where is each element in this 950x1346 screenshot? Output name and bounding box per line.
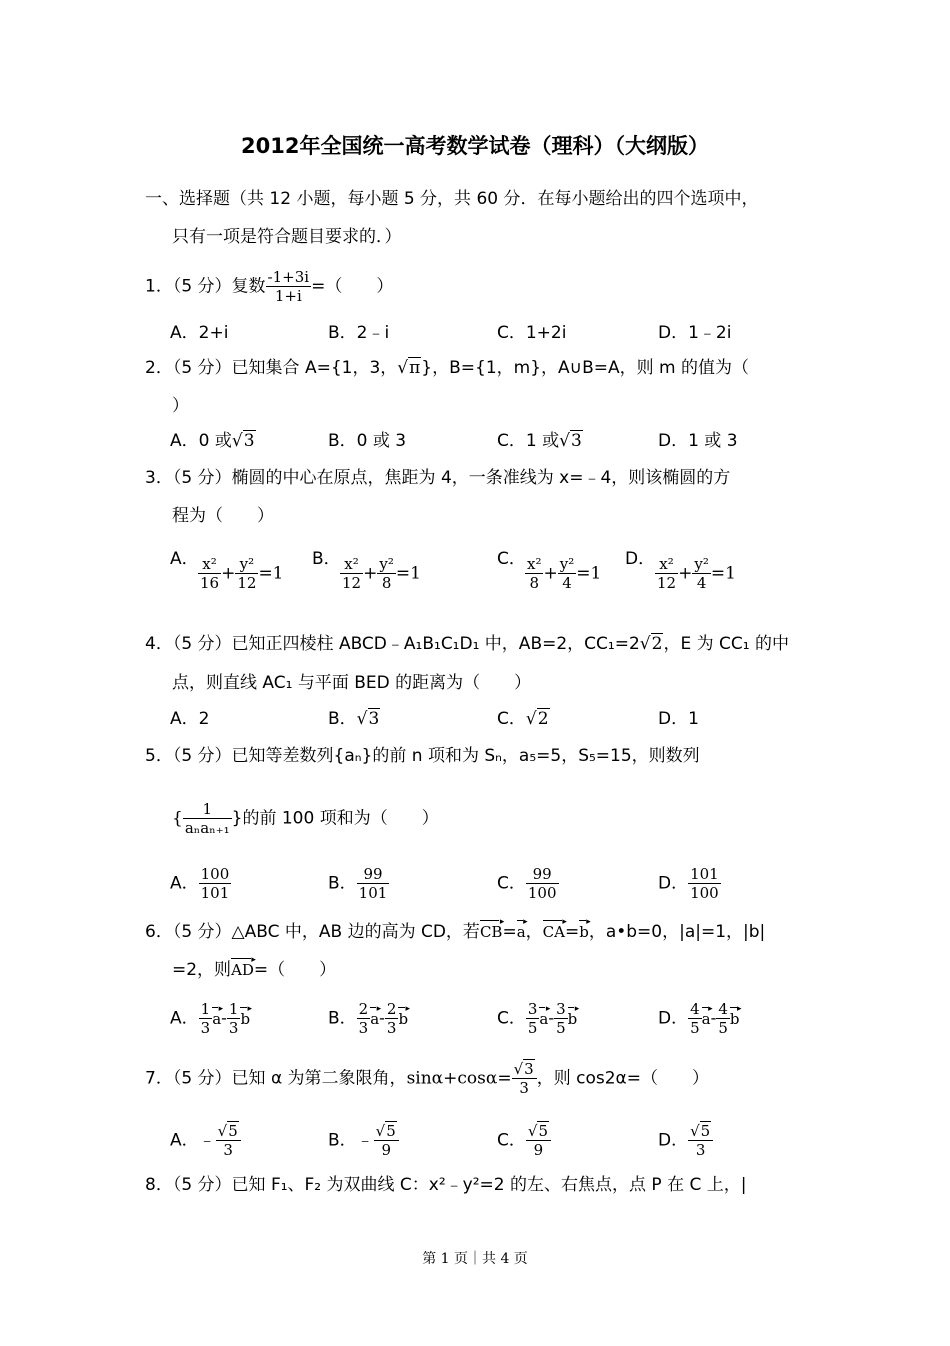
q3-option-a-label: A． [170, 549, 199, 569]
q2-sqrt-pi: √π [397, 358, 421, 378]
question-5-line2: { $\frac{1}{\text{aₙaₙ₊₁}}$ }的前 100 项和为（ ） [172, 800, 439, 837]
page-footer: 第 1 页｜共 4 页 [422, 1251, 528, 1267]
q2-option-d: D．1 或 3 [658, 431, 738, 451]
q1-option-b: B．2﹣i [328, 323, 390, 343]
q2-option-c: C．1 或√3 [497, 431, 582, 451]
q1-fraction [266, 268, 312, 305]
section-header-line2: 只有一项是符合题目要求的．） [172, 227, 402, 247]
q4-option-b: B．√3 [328, 709, 380, 729]
q3-option-d-label: D． [625, 549, 656, 569]
q3-option-a-formula: $\frac{\text{x²}}{16}$ + $\frac{\text{y²}}{12}$ =1 [200, 555, 284, 592]
q5-option-b: B． $\frac{99}{101}$ [328, 865, 388, 902]
question-8-line1: 8．（5 分）已知 F₁、F₂ 为双曲线 C：x²﹣y²=2 的左、右焦点，点 P 在 C 上，| [145, 1175, 747, 1195]
q2-prefix: 2．（5 分）已知集合 A={1，3， [145, 358, 398, 378]
question-1 [145, 268, 393, 305]
q3-option-d-formula: $\frac{\text{x²}}{12}$ + $\frac{\text{y²}}{4}$ =1 [657, 555, 736, 592]
q1-prefix: 1．（5 分）复数 [145, 276, 266, 297]
q3-option-c-formula: $\frac{\text{x²}}{8}$ + $\frac{\text{y²}}{4}$ =1 [527, 555, 602, 592]
q3-option-c-label: C． [497, 549, 526, 569]
q1-option-d: D．1﹣2i [658, 323, 732, 343]
q4-option-c: C．√2 [497, 709, 549, 729]
question-7: 7．（5 分）已知 α 为第二象限角，sinα+cosα= $\frac{√3}{3}$ ，则 cos2α=（ ） [145, 1060, 709, 1097]
section-header-line1: 一、选择题（共 12 小题，每小题 5 分，共 60 分．在每小题给出的四个选项中， [145, 189, 759, 209]
q6-option-a: A． $\frac{1}{3}$ a ▸- $\frac{1}{3}$ b ▸ [170, 1000, 250, 1037]
q1-option-c: C．1+2i [497, 323, 567, 343]
q4-option-a: A．2 [170, 709, 210, 729]
question-4-line1: 4．（5 分）已知正四棱柱 ABCD﹣A₁B₁C₁D₁ 中，AB=2，CC₁=2√2，E 为 CC₁ 的中 [145, 634, 789, 654]
q2-option-a: A．0 或√3 [170, 431, 255, 451]
q3-option-b-formula: $\frac{\text{x²}}{12}$ + $\frac{\text{y²}}{8}$ =1 [342, 555, 421, 592]
q6-option-b: B． $\frac{2}{3}$ a ▸- $\frac{2}{3}$ b ▸ [328, 1000, 408, 1037]
question-2 [145, 357, 749, 379]
q6-option-d: D． $\frac{4}{5}$ a ▸- $\frac{4}{5}$ b ▸ [658, 1000, 740, 1037]
q5-option-d: D． $\frac{101}{100}$ [658, 865, 719, 902]
question-3-line2: 程为（ ） [172, 506, 274, 526]
q7-option-a: A．﹣ $\frac{√5}{3}$ [170, 1122, 241, 1159]
q1-option-a: A．2+i [170, 323, 229, 343]
question-6-line2: =2，则AD ▸=（ ） [172, 955, 336, 981]
q2-option-b: B．0 或 3 [328, 431, 407, 451]
question-6-line1: 6．（5 分）△ABC 中，AB 边的高为 CD，若CB ▸=a ▸，CA ▸=b ▸，a•b=0，|a|=1，|b| [145, 917, 765, 943]
q7-option-d: D． $\frac{√5}{3}$ [658, 1122, 713, 1159]
q1-denominator: 1+i [274, 287, 302, 305]
q5-option-c: C． $\frac{99}{100}$ [497, 865, 557, 902]
q4-option-d: D．1 [658, 709, 699, 729]
page-title: 2012年全国统一高考数学试卷（理科）（大纲版） [241, 134, 709, 158]
q6-option-c: C． $\frac{3}{5}$ a ▸- $\frac{3}{5}$ b ▸ [497, 1000, 577, 1037]
q3-option-b-label: B． [312, 549, 341, 569]
q2-mid: }，B={1，m}，A∪B=A，则 m 的值为（ [421, 358, 750, 378]
q7-option-c: C． $\frac{√5}{9}$ [497, 1122, 551, 1159]
question-3-line1: 3．（5 分）椭圆的中心在原点，焦距为 4，一条准线为 x=﹣4，则该椭圆的方 [145, 468, 731, 488]
q7-option-b: B．﹣ $\frac{√5}{9}$ [328, 1122, 399, 1159]
q1-suffix: =（ ） [311, 276, 394, 297]
q2-continuation: ） [172, 396, 189, 416]
question-4-line2: 点，则直线 AC₁ 与平面 BED 的距离为（ ） [172, 673, 532, 693]
q1-numerator: -1+3i [267, 268, 310, 286]
q5-option-a: A． $\frac{100}{101}$ [170, 865, 230, 902]
question-5-line1: 5．（5 分）已知等差数列{aₙ}的前 n 项和为 Sₙ，a₅=5，S₅=15，则数列 [145, 746, 700, 766]
